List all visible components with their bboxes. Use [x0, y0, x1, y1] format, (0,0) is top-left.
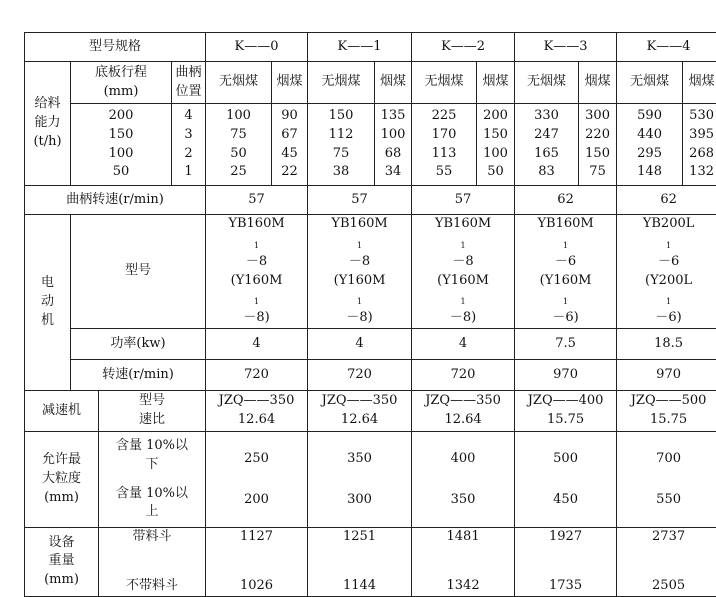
- crank-speed-k0: 57: [206, 186, 308, 215]
- granularity-k4: 700 550: [617, 432, 716, 528]
- weight-without-hopper-label: 不带料斗: [99, 577, 205, 596]
- feed-k1-anthracite: 150 112 75 38: [308, 104, 375, 186]
- motor-speed-label: 转速(r/min): [71, 360, 206, 391]
- reducer-sublabel: 型号 速比: [99, 391, 206, 432]
- granularity-k3: 500 450: [515, 432, 617, 528]
- motor-power-row: [25, 329, 716, 360]
- granularity-above-label: 含量 10%以 上: [99, 485, 205, 523]
- motor-speed-row: [25, 360, 716, 391]
- motor-power-k3: 7.5: [515, 329, 617, 360]
- feed-k0-anthracite: 100 75 50 25: [206, 104, 272, 186]
- granularity-below-label: 含量 10%以 下: [99, 437, 205, 475]
- motor-speed-k4: 970: [617, 360, 716, 391]
- reducer-label: 减速机: [25, 391, 99, 432]
- feed-k4-anthracite: 590 440 295 148: [617, 104, 683, 186]
- coal-type-bituminous: 烟煤: [375, 62, 412, 104]
- granularity-row: [25, 432, 716, 528]
- weight-k3: 1927 1735: [515, 528, 617, 597]
- model-label: 型号规格: [25, 33, 206, 62]
- weight-k0: 1127 1026: [206, 528, 308, 597]
- model-k0: K——0: [206, 33, 308, 62]
- motor-speed-k3: 970: [515, 360, 617, 391]
- weight-k4: 2737 2505: [617, 528, 716, 597]
- motor-speed-k1: 720: [308, 360, 412, 391]
- motor-type-k3: YB160M $_1$ －6 (Y160M $_1$ －6): [515, 215, 617, 329]
- crank-speed-k3: 62: [515, 186, 617, 215]
- crank-speed-row: [25, 186, 716, 215]
- reducer-k3: JZQ——400 15.75: [515, 391, 617, 432]
- feed-k0-bituminous: 90 67 45 22: [272, 104, 308, 186]
- weight-label: 设备 重量 (mm): [25, 528, 99, 597]
- feed-k4-bituminous: 530 395 268 132: [683, 104, 716, 186]
- coal-type-bituminous: 烟煤: [683, 62, 716, 104]
- model-k1: K——1: [308, 33, 412, 62]
- motor-label: 电 动 机: [25, 215, 71, 391]
- motor-speed-k2: 720: [412, 360, 515, 391]
- granularity-k0: 250 200: [206, 432, 308, 528]
- granularity-label: 允许最 大粒度 (mm): [25, 432, 99, 528]
- model-k2: K——2: [412, 33, 515, 62]
- coal-type-anthracite: 无烟煤: [412, 62, 477, 104]
- motor-type-label: 型号: [71, 215, 206, 329]
- reducer-row: [25, 391, 716, 432]
- motor-power-k0: 4: [206, 329, 308, 360]
- model-k3: K——3: [515, 33, 617, 62]
- motor-power-k2: 4: [412, 329, 515, 360]
- coal-type-anthracite: 无烟煤: [206, 62, 272, 104]
- reducer-k1: JZQ——350 12.64: [308, 391, 412, 432]
- coal-type-anthracite: 无烟煤: [308, 62, 375, 104]
- feed-k3-anthracite: 330 247 165 83: [515, 104, 579, 186]
- coal-type-bituminous: 烟煤: [579, 62, 617, 104]
- coal-type-bituminous: 烟煤: [477, 62, 515, 104]
- spec-table: [24, 32, 716, 597]
- weight-k2: 1481 1342: [412, 528, 515, 597]
- feed-k2-anthracite: 225 170 113 55: [412, 104, 477, 186]
- motor-power-k1: 4: [308, 329, 412, 360]
- feed-k1-bituminous: 135 100 68 34: [375, 104, 412, 186]
- reducer-k2: JZQ——350 12.64: [412, 391, 515, 432]
- crank-speed-k2: 57: [412, 186, 515, 215]
- crank-speed-label: 曲柄转速(r/min): [25, 186, 206, 215]
- crank-speed-k4: 62: [617, 186, 716, 215]
- motor-type-k0: YB160M $_1$ －8 (Y160M $_1$ －8): [206, 215, 308, 329]
- coal-type-anthracite: 无烟煤: [515, 62, 579, 104]
- motor-type-row: [25, 215, 716, 329]
- motor-type-k2: YB160M $_1$ －8 (Y160M $_1$ －8): [412, 215, 515, 329]
- weight-sublabels: [99, 528, 206, 597]
- granularity-k1: 350 300: [308, 432, 412, 528]
- granularity-k2: 400 350: [412, 432, 515, 528]
- motor-speed-k0: 720: [206, 360, 308, 391]
- reducer-k4: JZQ——500 15.75: [617, 391, 716, 432]
- coal-type-bituminous: 烟煤: [272, 62, 308, 104]
- granularity-sublabels: [99, 432, 206, 528]
- model-k4: K——4: [617, 33, 716, 62]
- motor-power-label: 功率(kw): [71, 329, 206, 360]
- header-row: [25, 33, 716, 62]
- weight-with-hopper-label: 带料斗: [99, 528, 205, 547]
- feed-capacity-label: 给料 能力 (t/h): [25, 62, 71, 186]
- weight-row: [25, 528, 716, 597]
- coal-type-anthracite: 无烟煤: [617, 62, 683, 104]
- stroke-values: 200 150 100 50: [71, 104, 172, 186]
- weight-k1: 1251 1144: [308, 528, 412, 597]
- reducer-k0: JZQ——350 12.64: [206, 391, 308, 432]
- crank-position-values: 4 3 2 1: [172, 104, 206, 186]
- crank-speed-k1: 57: [308, 186, 412, 215]
- feed-subheader-row: [25, 62, 716, 104]
- motor-power-k4: 18.5: [617, 329, 716, 360]
- stroke-label: 底板行程 (mm): [71, 62, 172, 104]
- motor-type-k1: YB160M $_1$ －8 (Y160M $_1$ －8): [308, 215, 412, 329]
- crank-position-label: 曲柄 位置: [172, 62, 206, 104]
- motor-type-k4: YB200L $_1$ －6 (Y200L $_1$ －6): [617, 215, 716, 329]
- feed-data-row: [25, 104, 716, 186]
- feed-k3-bituminous: 300 220 150 75: [579, 104, 617, 186]
- feed-k2-bituminous: 200 150 100 50: [477, 104, 515, 186]
